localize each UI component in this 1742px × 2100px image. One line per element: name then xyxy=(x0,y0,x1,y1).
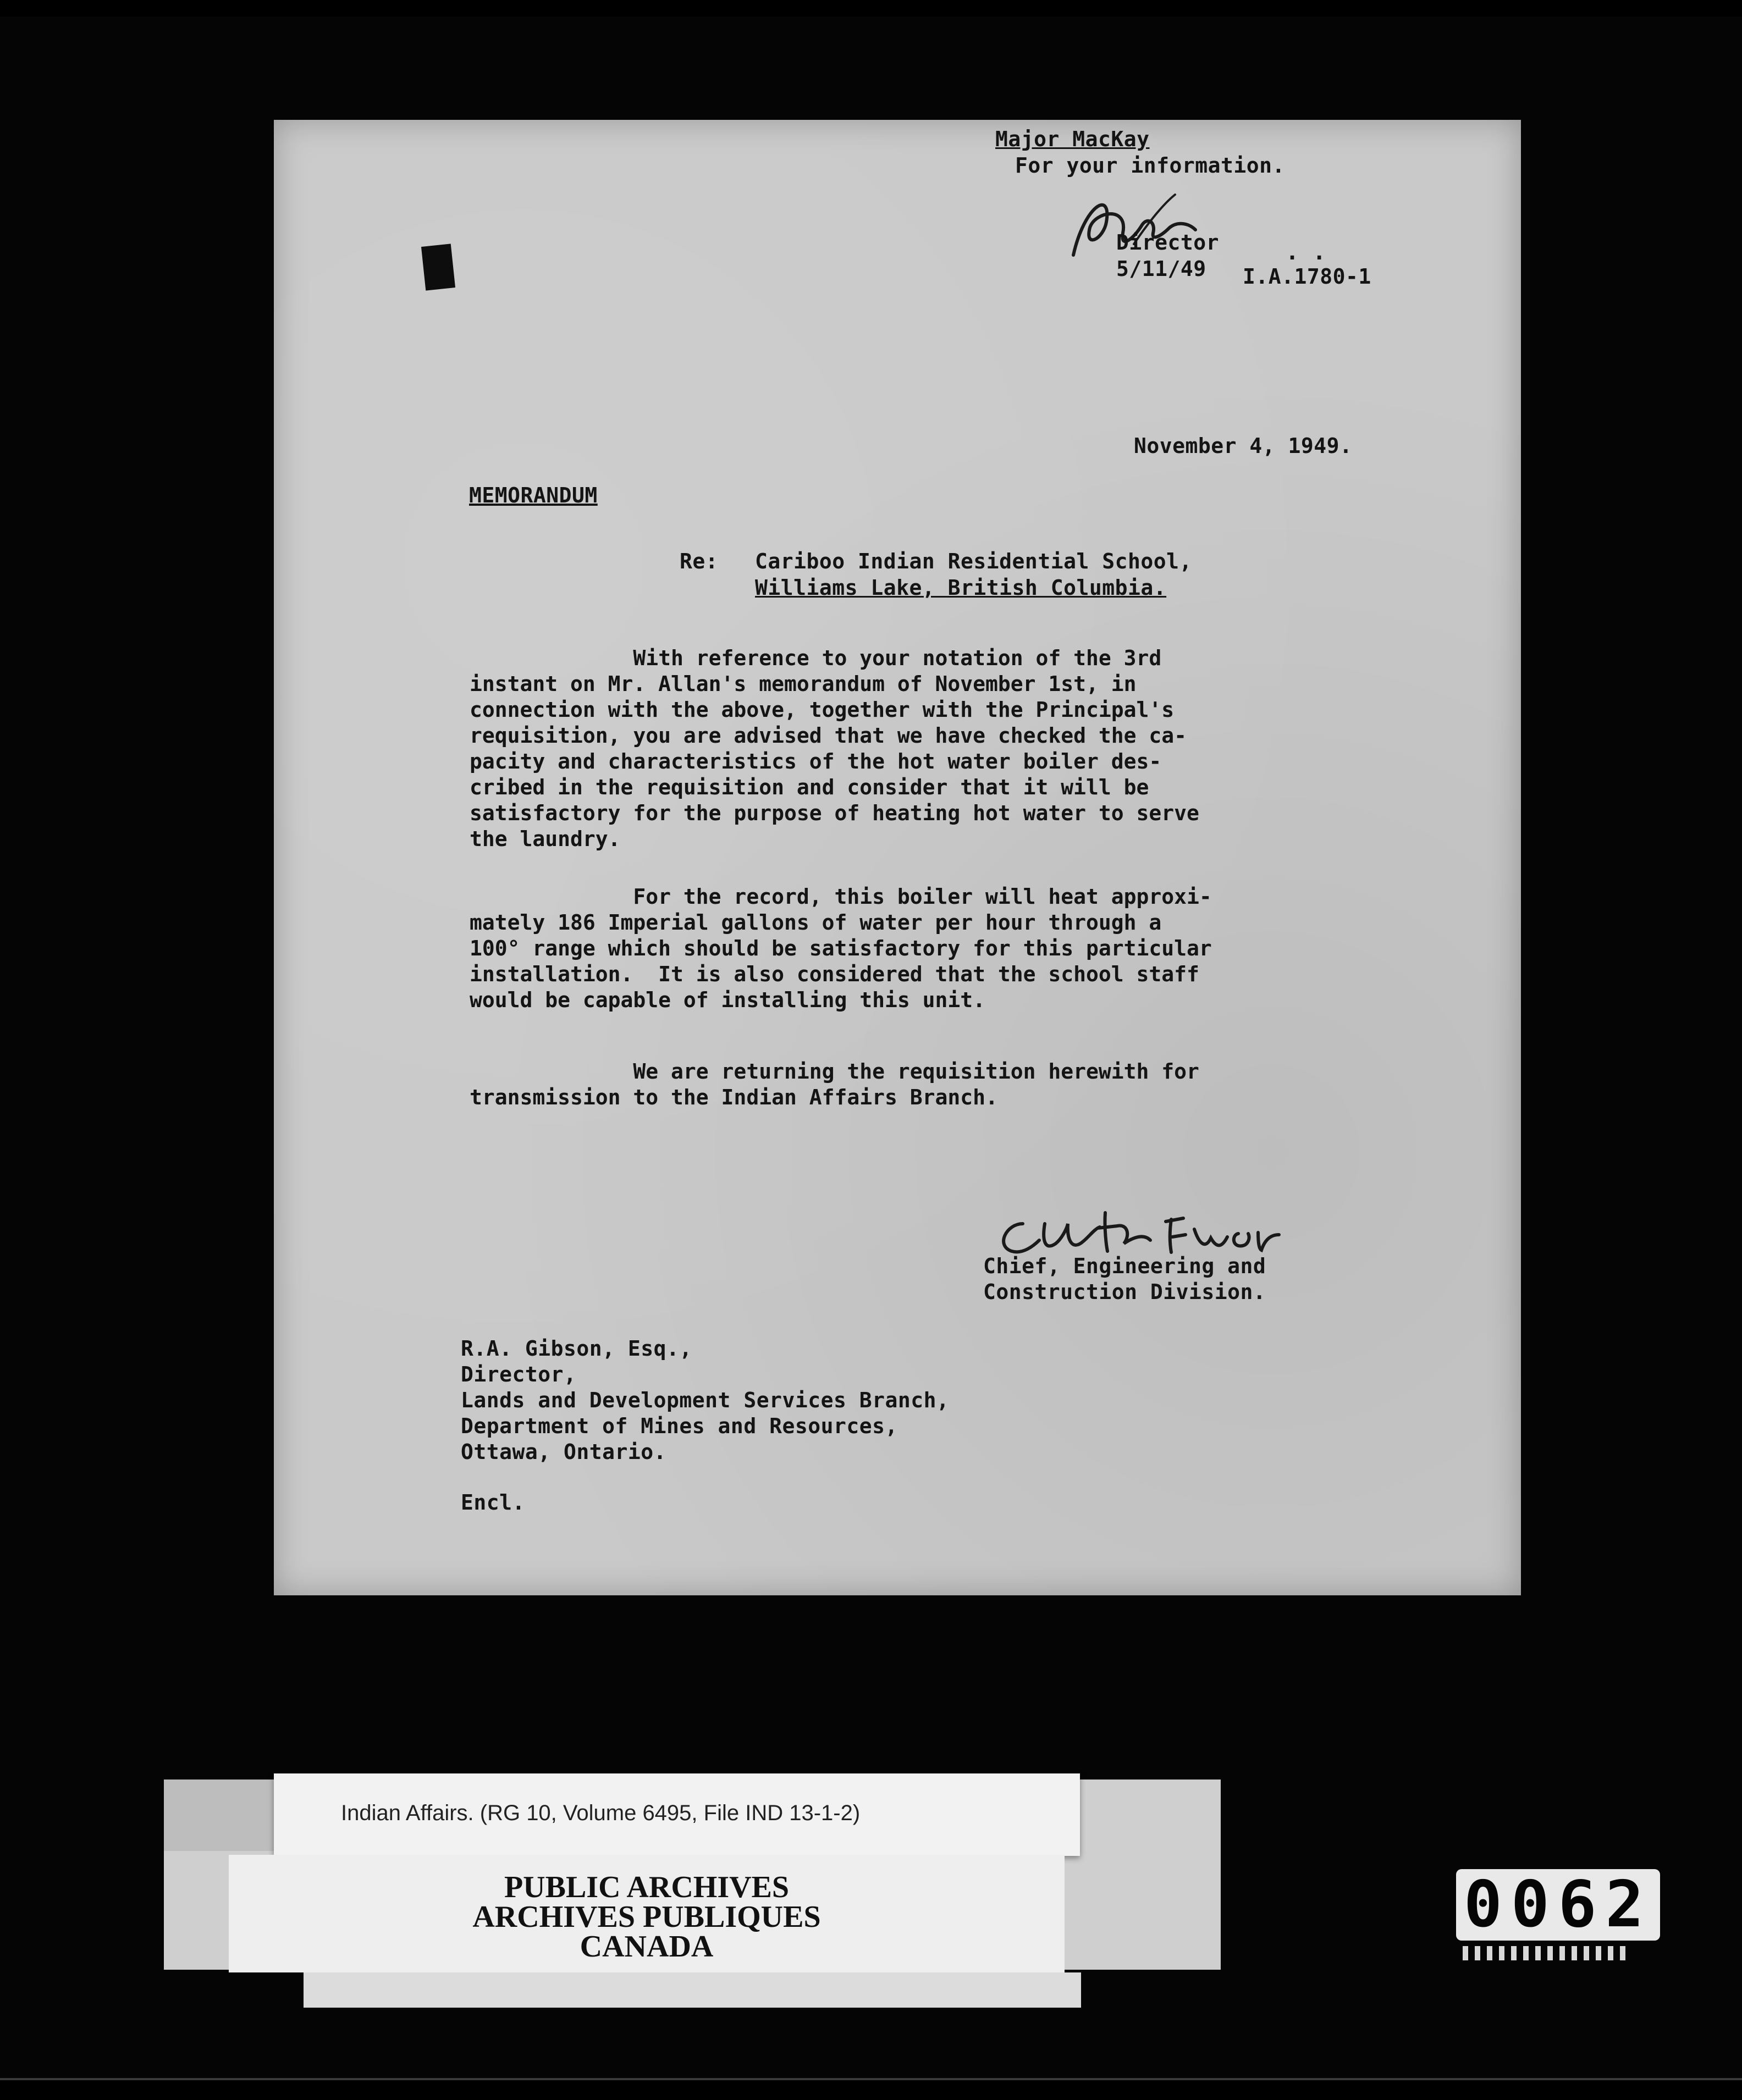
body-paragraph-3: We are returning the requisition herewith for transmission to the Indian Affairs Branch. xyxy=(470,1059,1199,1109)
enclosure-note: Encl. xyxy=(461,1490,525,1515)
recipient-address: R.A. Gibson, Esq., Director, Lands and Development Services Branch, Department of Mines and Resources, Ottawa, Ontario. xyxy=(461,1336,950,1464)
archive-caption: Indian Affairs. (RG 10, Volume 6495, File IND 13-1-2) xyxy=(341,1801,861,1825)
body-paragraph-1: With reference to your notation of the 3rd instant on Mr. Allan's memorandum of November 1st, in connection with the above, together with the Principal's requisition, you are advised that we have checked the ca- pacity and characteristics of the hot water boiler des- cribed in the requisition and consider that it will be satisfactory for the purpose of heating hot water to serve the laundry. xyxy=(470,646,1199,851)
archive-stamp-line-2: ARCHIVES PUBLIQUES xyxy=(472,1900,821,1934)
routing-recipient: Major MacKay xyxy=(995,127,1150,151)
re-label: Re: xyxy=(680,549,719,573)
memo-heading: MEMORANDUM xyxy=(469,483,598,507)
archive-stamp-line-1: PUBLIC ARCHIVES xyxy=(504,1870,790,1904)
subject-line-1: Cariboo Indian Residential School, xyxy=(755,549,1192,573)
film-edge-top xyxy=(0,0,1742,16)
memo-date: November 4, 1949. xyxy=(1134,434,1353,458)
signer-title: Chief, Engineering and Construction Division. xyxy=(983,1254,1266,1304)
frame-counter-ticks xyxy=(1463,1946,1628,1960)
routing-date: 5/11/49 xyxy=(1116,257,1206,281)
typed-dots: . . xyxy=(1286,240,1326,265)
routing-note: For your information. xyxy=(1015,153,1285,178)
memo-page xyxy=(274,120,1521,1595)
film-edge-bottom xyxy=(0,2078,1742,2100)
label-strip-notch xyxy=(164,1780,274,1851)
subject-line-2: Williams Lake, British Columbia. xyxy=(755,576,1167,600)
file-reference: I.A.1780-1 xyxy=(1243,264,1371,289)
frame-counter: 0062 xyxy=(1456,1869,1660,1941)
body-paragraph-2: For the record, this boiler will heat approxi- mately 186 Imperial gallons of water per hour through a 100° range which should be satisfactory for this particular installation. It is also considered that the school staff would be capable of installing this unit. xyxy=(470,885,1212,1012)
ink-blot xyxy=(421,244,455,290)
archive-stamp-underlay xyxy=(304,1972,1081,2008)
archive-stamp-line-3: CANADA xyxy=(580,1930,714,1964)
routing-title: Director xyxy=(1116,230,1220,255)
